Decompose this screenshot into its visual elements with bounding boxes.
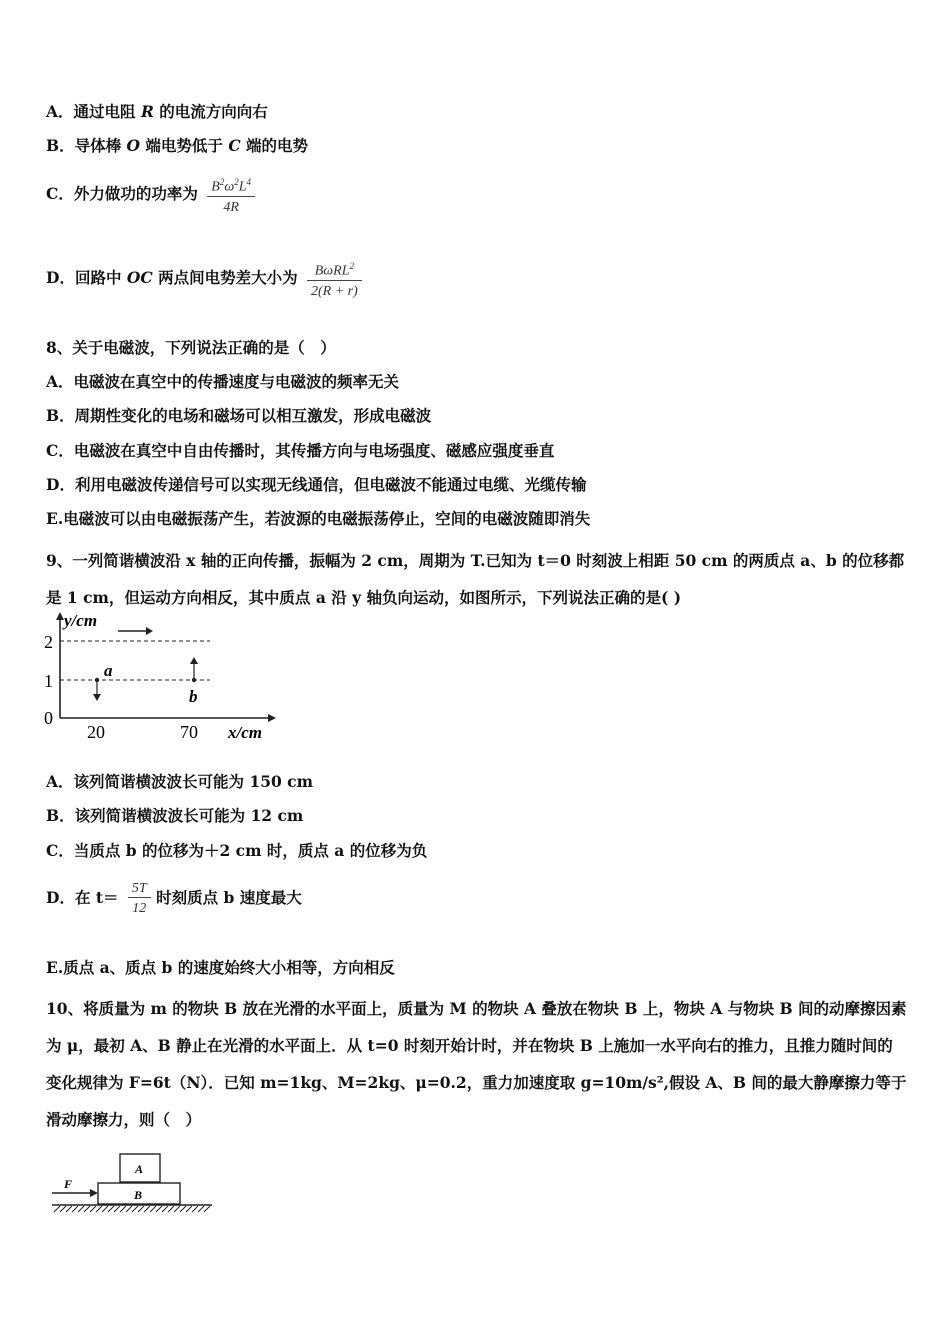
y-axis-label: y/cm	[64, 611, 98, 630]
wave-figure	[40, 610, 280, 745]
q7-option-b: B．导体棒 O 端电势低于 C 端的电势	[46, 136, 309, 155]
y-tick-1: 1	[44, 671, 53, 691]
x-tick-70: 70	[180, 722, 198, 742]
q7-option-c: C．外力做功的功率为 $\frac{B^2\omega^2L^4}{4R}$	[46, 172, 255, 216]
q9-option-a: A．该列简谐横波波长可能为 150 cm	[46, 772, 314, 791]
point-b-label: b	[189, 687, 198, 706]
y-tick-0: 0	[44, 708, 53, 728]
blocks-figure	[48, 1148, 218, 1218]
q9-option-b: B．该列简谐横波波长可能为 12 cm	[46, 806, 304, 825]
q8-option-e: E.电磁波可以由电磁振荡产生，若波源的电磁振荡停止，空间的电磁波随即消失	[46, 509, 591, 528]
x-axis-label: x/cm	[228, 723, 262, 742]
voltage-formula: $\frac{B\omega RL^2}{2(R + r)}$	[307, 258, 362, 300]
block-a-label: A	[135, 1162, 144, 1176]
q9-option-e: E.质点 a、质点 b 的速度始终大小相等，方向相反	[46, 958, 395, 977]
block-b-label: B	[134, 1188, 143, 1202]
power-formula: $\frac{B^2\omega^2L^4}{4R}$	[207, 174, 255, 216]
force-label: F	[64, 1177, 73, 1191]
y-tick-2: 2	[44, 632, 53, 652]
time-fraction: $\frac{5T}{12}$	[128, 881, 151, 917]
q8-option-c: C．电磁波在真空中自由传播时，其传播方向与电场强度、磁感应强度垂直	[46, 441, 555, 460]
q8-option-d: D．利用电磁波传递信号可以实现无线通信，但电磁波不能通过电缆、光缆传输	[46, 475, 587, 494]
q9-option-c: C．当质点 b 的位移为＋2 cm 时，质点 a 的位移为负	[46, 841, 428, 860]
q7-option-d: D．回路中 OC 两点间电势差大小为 $\frac{B\omega RL^2}{2(R + r)}$	[46, 256, 362, 300]
point-a-label: a	[104, 661, 113, 680]
q8-stem: 8、关于电磁波，下列说法正确的是（ ）	[46, 338, 336, 357]
x-tick-20: 20	[87, 722, 105, 742]
q7-option-a: A．通过电阻 R 的电流方向向右	[46, 102, 268, 121]
q10-stem: 10、将质量为 m 的物块 B 放在光滑的水平面上，质量为 M 的物块 A 叠放在物块 B 上，物块 A 与物块 B 间的动摩擦因素为 μ，最初 A、B 静止在光滑的水平面上．从 t=0 时刻开始计时，并在物块 B 上施加一水平向右的推力，且推力随时间的变化规律为 F=6t（N）．已知 m=1kg、M=2kg、μ=0.2，重力加速度取 g=10m/s²,假设 A、B 间的最大静摩擦力等于滑动摩擦力，则（ ）	[46, 999, 907, 1129]
q9-option-d: D．在 t＝ $\frac{5T}{12}$ 时刻质点 b 速度最大	[46, 881, 302, 916]
q8-option-b: B．周期性变化的电场和磁场可以相互激发，形成电磁波	[46, 406, 432, 425]
q8-option-a: A．电磁波在真空中的传播速度与电磁波的频率无关	[46, 372, 400, 391]
q9-stem: 9、一列简谐横波沿 x 轴的正向传播，振幅为 2 cm，周期为 T.已知为 t＝0 时刻波上相距 50 cm 的两质点 a、b 的位移都是 1 cm，但运动方向相反，其中质点 a 沿 y 轴负向运动，如图所示，下列说法正确的是( )	[46, 551, 905, 607]
